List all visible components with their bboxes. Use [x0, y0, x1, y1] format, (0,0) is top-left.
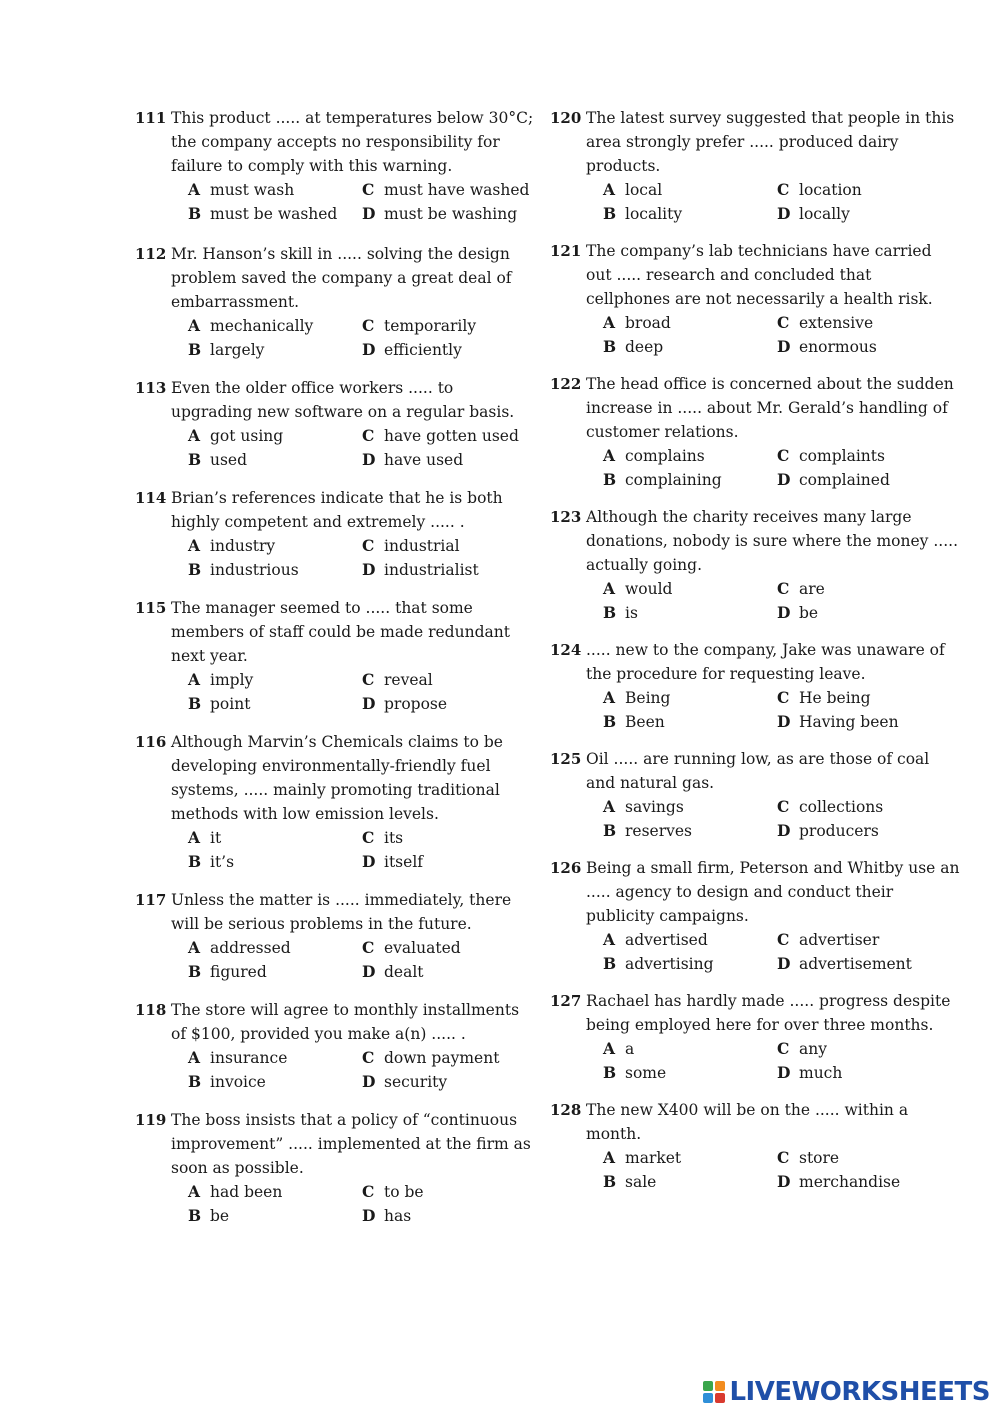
question-stem: Oil ..... are running low, as are those of coal and natural gas. — [586, 750, 930, 792]
option-b[interactable] — [603, 710, 777, 734]
option-text: advertised — [625, 931, 708, 949]
question-stem: The boss insists that a policy of “continuous improvement” ..... implemented at the firm as soon as possible. — [171, 1111, 531, 1177]
option-c[interactable] — [362, 1180, 562, 1204]
option-text: security — [384, 1073, 448, 1091]
option-text: must be washed — [210, 205, 338, 223]
option-d[interactable] — [777, 468, 977, 492]
answer-options — [603, 577, 960, 625]
option-letter: D — [362, 450, 376, 469]
option-a[interactable] — [603, 795, 777, 819]
option-text: enormous — [799, 338, 877, 356]
question-number: 113 — [135, 379, 167, 397]
option-a[interactable] — [188, 178, 362, 202]
option-text: complaining — [625, 471, 722, 489]
option-d[interactable] — [777, 819, 977, 843]
option-c[interactable] — [362, 1046, 562, 1070]
answer-options — [603, 311, 960, 359]
answer-options — [188, 1180, 535, 1228]
option-d[interactable] — [362, 202, 562, 226]
left-column — [135, 106, 535, 1242]
answer-options — [188, 668, 535, 716]
question-stem: The company’s lab technicians have carried out ..... research and concluded that cellphones are not necessarily a health risk. — [586, 242, 933, 308]
option-text: market — [625, 1149, 682, 1167]
option-letter: C — [362, 316, 375, 335]
option-b[interactable] — [603, 468, 777, 492]
option-text: evaluated — [384, 939, 461, 957]
question-119 — [135, 1108, 535, 1228]
question-114 — [135, 486, 535, 582]
option-letter: D — [362, 204, 376, 223]
option-b[interactable] — [188, 448, 362, 472]
option-text: much — [799, 1064, 843, 1082]
question-120 — [550, 106, 960, 226]
option-b[interactable] — [603, 335, 777, 359]
question-stem: Mr. Hanson’s skill in ..... solving the design problem saved the company a great deal of embarrassment. — [171, 245, 512, 311]
option-text: largely — [210, 341, 265, 359]
option-b[interactable] — [603, 601, 777, 625]
option-d[interactable] — [777, 335, 977, 359]
option-b[interactable] — [188, 960, 362, 984]
option-letter: B — [188, 694, 202, 713]
option-text: advertising — [625, 955, 714, 973]
option-letter: C — [777, 688, 790, 707]
question-number: 120 — [550, 109, 582, 127]
option-text: some — [625, 1064, 667, 1082]
question-number: 125 — [550, 750, 582, 768]
option-a[interactable] — [603, 928, 777, 952]
option-text: location — [799, 181, 862, 199]
option-text: complained — [799, 471, 890, 489]
option-c[interactable] — [777, 311, 977, 335]
option-a[interactable] — [188, 424, 362, 448]
option-letter: B — [188, 1072, 202, 1091]
answer-options — [603, 928, 960, 976]
option-letter: C — [362, 1048, 375, 1067]
option-text: temporarily — [384, 317, 477, 335]
question-number: 115 — [135, 599, 167, 617]
option-c[interactable] — [362, 178, 562, 202]
option-letter: D — [777, 954, 791, 973]
option-text: industrial — [384, 537, 460, 555]
question-121 — [550, 239, 960, 359]
option-c[interactable] — [777, 1146, 977, 1170]
option-c[interactable] — [777, 577, 977, 601]
option-d[interactable] — [362, 448, 562, 472]
option-letter: C — [362, 670, 375, 689]
option-letter: B — [603, 470, 617, 489]
logo-text — [729, 1379, 990, 1405]
option-letter: A — [188, 426, 201, 445]
option-d[interactable] — [777, 1170, 977, 1194]
question-stem: Although the charity receives many large donations, nobody is sure where the money ..... actually going. — [586, 508, 958, 574]
question-number: 119 — [135, 1111, 167, 1129]
option-letter: D — [777, 470, 791, 489]
question-number: 117 — [135, 891, 167, 909]
question-125 — [550, 747, 960, 843]
option-b[interactable] — [188, 850, 362, 874]
option-text: a — [625, 1040, 635, 1058]
question-116 — [135, 730, 535, 874]
question-number: 122 — [550, 375, 582, 393]
option-letter: A — [603, 313, 616, 332]
answer-options — [188, 826, 535, 874]
option-letter: C — [777, 797, 790, 816]
option-text: are — [799, 580, 825, 598]
option-a[interactable] — [603, 1146, 777, 1170]
option-text: broad — [625, 314, 671, 332]
option-text: its — [384, 829, 404, 847]
option-c[interactable] — [777, 686, 977, 710]
option-b[interactable] — [188, 202, 362, 226]
option-c[interactable] — [362, 424, 562, 448]
option-letter: B — [188, 1206, 202, 1225]
question-number: 123 — [550, 508, 582, 526]
option-b[interactable] — [603, 1170, 777, 1194]
question-113 — [135, 376, 535, 472]
option-letter: A — [603, 1148, 616, 1167]
option-letter: A — [188, 180, 201, 199]
answer-options — [603, 686, 960, 734]
option-letter: A — [188, 1182, 201, 1201]
option-text: have used — [384, 451, 464, 469]
option-text: point — [210, 695, 251, 713]
option-letter: C — [777, 180, 790, 199]
option-text: figured — [210, 963, 267, 981]
option-text: must be washing — [384, 205, 518, 223]
option-text: has — [384, 1207, 412, 1225]
question-126 — [550, 856, 960, 976]
option-letter: C — [777, 1039, 790, 1058]
question-stem: Rachael has hardly made ..... progress despite being employed here for over three months. — [586, 992, 951, 1034]
question-number: 111 — [135, 109, 167, 127]
option-letter: B — [603, 712, 617, 731]
option-a[interactable] — [603, 686, 777, 710]
option-c[interactable] — [362, 936, 562, 960]
question-stem: Brian’s references indicate that he is both highly competent and extremely ..... . — [171, 489, 503, 531]
option-d[interactable] — [362, 1070, 562, 1094]
option-d[interactable] — [362, 558, 562, 582]
question-number: 114 — [135, 489, 167, 507]
answer-options — [188, 1046, 535, 1094]
option-d[interactable] — [777, 1061, 977, 1085]
option-letter: A — [603, 688, 616, 707]
option-b[interactable] — [188, 692, 362, 716]
answer-options — [188, 936, 535, 984]
option-b[interactable] — [188, 338, 362, 362]
question-stem: ..... new to the company, Jake was unaware of the procedure for requesting leave. — [586, 641, 945, 683]
option-letter: C — [777, 1148, 790, 1167]
answer-options — [603, 178, 960, 226]
answer-options — [603, 1037, 960, 1085]
option-text: locally — [799, 205, 850, 223]
answer-options — [603, 1146, 960, 1194]
question-number: 128 — [550, 1101, 582, 1119]
option-d[interactable] — [777, 710, 977, 734]
option-d[interactable] — [362, 960, 562, 984]
option-a[interactable] — [188, 1046, 362, 1070]
option-a[interactable] — [603, 577, 777, 601]
question-112 — [135, 242, 535, 362]
option-text: down payment — [384, 1049, 500, 1067]
option-text: propose — [384, 695, 448, 713]
option-letter: D — [777, 1063, 791, 1082]
option-text: used — [210, 451, 248, 469]
option-d[interactable] — [777, 952, 977, 976]
option-a[interactable] — [188, 668, 362, 692]
option-letter: A — [603, 446, 616, 465]
question-122 — [550, 372, 960, 492]
option-letter: B — [603, 1172, 617, 1191]
answer-options — [603, 444, 960, 492]
option-b[interactable] — [603, 819, 777, 843]
option-text: to be — [384, 1183, 424, 1201]
option-b[interactable] — [603, 202, 777, 226]
question-stem: The head office is concerned about the sudden increase in ..... about Mr. Gerald’s handling of customer relations. — [586, 375, 954, 441]
option-text: extensive — [799, 314, 874, 332]
option-text: collections — [799, 798, 884, 816]
option-text: advertisement — [799, 955, 912, 973]
option-b[interactable] — [188, 1204, 362, 1228]
option-letter: A — [188, 536, 201, 555]
option-letter: D — [362, 1072, 376, 1091]
option-text: reveal — [384, 671, 433, 689]
option-letter: D — [777, 337, 791, 356]
option-letter: A — [603, 579, 616, 598]
option-letter: B — [188, 962, 202, 981]
question-118 — [135, 998, 535, 1094]
question-stem: Being a small firm, Peterson and Whitby use an ..... agency to design and conduct their publicity campaigns. — [586, 859, 960, 925]
option-text: store — [799, 1149, 840, 1167]
option-text: complaints — [799, 447, 885, 465]
option-letter: C — [362, 426, 375, 445]
option-a[interactable] — [603, 311, 777, 335]
option-d[interactable] — [777, 601, 977, 625]
option-text: Been — [625, 713, 665, 731]
option-b[interactable] — [188, 558, 362, 582]
option-letter: C — [777, 446, 790, 465]
option-letter: B — [603, 1063, 617, 1082]
option-c[interactable] — [362, 826, 562, 850]
option-text: savings — [625, 798, 684, 816]
option-letter: B — [603, 204, 617, 223]
option-text: industry — [210, 537, 276, 555]
option-text: reserves — [625, 822, 693, 840]
question-number: 124 — [550, 641, 582, 659]
question-111 — [135, 106, 535, 226]
question-127 — [550, 989, 960, 1085]
option-text: must have washed — [384, 181, 530, 199]
option-text: mechanically — [210, 317, 314, 335]
option-d[interactable] — [362, 850, 562, 874]
answer-options — [188, 178, 535, 226]
answer-options — [188, 424, 535, 472]
option-text: invoice — [210, 1073, 266, 1091]
question-117 — [135, 888, 535, 984]
question-115 — [135, 596, 535, 716]
option-c[interactable] — [777, 178, 977, 202]
question-stem: Unless the matter is ..... immediately, there will be serious problems in the future. — [171, 891, 512, 933]
option-text: addressed — [210, 939, 291, 957]
option-text: imply — [210, 671, 254, 689]
option-letter: A — [188, 670, 201, 689]
answer-options — [188, 314, 535, 362]
right-column — [550, 106, 960, 1207]
question-stem: The new X400 will be on the ..... within a month. — [586, 1101, 909, 1143]
option-letter: A — [188, 938, 201, 957]
option-c[interactable] — [362, 314, 562, 338]
option-text: must wash — [210, 181, 295, 199]
question-124 — [550, 638, 960, 734]
option-text: complains — [625, 447, 705, 465]
option-letter: B — [188, 204, 202, 223]
option-letter: A — [188, 1048, 201, 1067]
option-letter: D — [362, 1206, 376, 1225]
option-letter: B — [188, 450, 202, 469]
option-text: advertiser — [799, 931, 880, 949]
option-text: industrialist — [384, 561, 479, 579]
question-number: 126 — [550, 859, 582, 877]
option-letter: D — [777, 712, 791, 731]
option-text: be — [799, 604, 819, 622]
question-number: 121 — [550, 242, 582, 260]
option-letter: C — [777, 930, 790, 949]
option-a[interactable] — [188, 314, 362, 338]
question-number: 118 — [135, 1001, 167, 1019]
question-stem: The latest survey suggested that people in this area strongly prefer ..... produced dairy products. — [586, 109, 955, 175]
question-number: 127 — [550, 992, 582, 1010]
option-letter: B — [603, 337, 617, 356]
question-stem: Although Marvin’s Chemicals claims to be developing environmentally-friendly fuel systems, ..... mainly promoting traditional methods with low emission levels. — [171, 733, 503, 823]
option-text: be — [210, 1207, 230, 1225]
option-letter: D — [777, 603, 791, 622]
logo-icon — [703, 1381, 725, 1403]
option-a[interactable] — [603, 444, 777, 468]
option-text: locality — [625, 205, 683, 223]
option-letter: D — [777, 1172, 791, 1191]
option-a[interactable] — [603, 178, 777, 202]
option-letter: A — [603, 1039, 616, 1058]
option-letter: C — [362, 180, 375, 199]
option-d[interactable] — [777, 202, 977, 226]
option-letter: D — [362, 852, 376, 871]
option-letter: C — [362, 1182, 375, 1201]
liveworksheets-logo — [703, 1379, 990, 1405]
option-letter: D — [777, 821, 791, 840]
option-text: got using — [210, 427, 284, 445]
option-letter: C — [777, 579, 790, 598]
option-text: would — [625, 580, 673, 598]
option-letter: A — [188, 828, 201, 847]
option-letter: C — [362, 536, 375, 555]
option-text: sale — [625, 1173, 657, 1191]
option-text: efficiently — [384, 341, 462, 359]
option-text: deep — [625, 338, 664, 356]
option-letter: A — [603, 930, 616, 949]
option-letter: B — [188, 852, 202, 871]
question-stem: Even the older office workers ..... to upgrading new software on a regular basis. — [171, 379, 515, 421]
question-123 — [550, 505, 960, 625]
option-text: insurance — [210, 1049, 288, 1067]
option-a[interactable] — [188, 1180, 362, 1204]
option-c[interactable] — [777, 928, 977, 952]
option-letter: A — [603, 797, 616, 816]
answer-options — [603, 795, 960, 843]
option-letter: C — [362, 828, 375, 847]
option-text: He being — [799, 689, 871, 707]
option-d[interactable] — [362, 338, 562, 362]
option-c[interactable] — [362, 534, 562, 558]
question-number: 112 — [135, 245, 167, 263]
option-text: is — [625, 604, 638, 622]
option-text: local — [625, 181, 663, 199]
option-letter: D — [362, 560, 376, 579]
option-d[interactable] — [362, 1204, 562, 1228]
question-stem: The store will agree to monthly installments of $100, provided you make a(n) ..... . — [171, 1001, 520, 1043]
option-letter: C — [362, 938, 375, 957]
option-b[interactable] — [603, 1061, 777, 1085]
question-stem: The manager seemed to ..... that some members of staff could be made redundant next year. — [171, 599, 510, 665]
option-letter: D — [362, 340, 376, 359]
option-letter: A — [603, 180, 616, 199]
option-text: it’s — [210, 853, 235, 871]
option-text: industrious — [210, 561, 299, 579]
option-text: Being — [625, 689, 671, 707]
option-text: itself — [384, 853, 424, 871]
option-letter: A — [188, 316, 201, 335]
option-c[interactable] — [777, 1037, 977, 1061]
option-b[interactable] — [188, 1070, 362, 1094]
option-a[interactable] — [188, 936, 362, 960]
option-text: merchandise — [799, 1173, 901, 1191]
option-text: it — [210, 829, 222, 847]
option-letter: B — [188, 340, 202, 359]
option-text: any — [799, 1040, 827, 1058]
option-a[interactable] — [603, 1037, 777, 1061]
logo-text-live: LIVE — [729, 1377, 792, 1407]
question-stem: This product ..... at temperatures below 30°C; the company accepts no responsibility for failure to comply with this warning. — [171, 109, 534, 175]
option-letter: D — [362, 694, 376, 713]
option-text: dealt — [384, 963, 424, 981]
option-letter: D — [777, 204, 791, 223]
option-d[interactable] — [362, 692, 562, 716]
answer-options — [188, 534, 535, 582]
logo-text-worksheets: WORKSHEETS — [791, 1377, 990, 1407]
option-c[interactable] — [777, 795, 977, 819]
option-letter: B — [603, 821, 617, 840]
question-number: 116 — [135, 733, 167, 751]
option-a[interactable] — [188, 826, 362, 850]
option-letter: C — [777, 313, 790, 332]
option-text: producers — [799, 822, 879, 840]
option-text: have gotten used — [384, 427, 519, 445]
option-text: had been — [210, 1183, 283, 1201]
option-letter: D — [362, 962, 376, 981]
option-c[interactable] — [777, 444, 977, 468]
option-text: Having been — [799, 713, 899, 731]
option-letter: B — [603, 603, 617, 622]
option-b[interactable] — [603, 952, 777, 976]
option-letter: B — [188, 560, 202, 579]
option-c[interactable] — [362, 668, 562, 692]
option-letter: B — [603, 954, 617, 973]
question-128 — [550, 1098, 960, 1194]
option-a[interactable] — [188, 534, 362, 558]
